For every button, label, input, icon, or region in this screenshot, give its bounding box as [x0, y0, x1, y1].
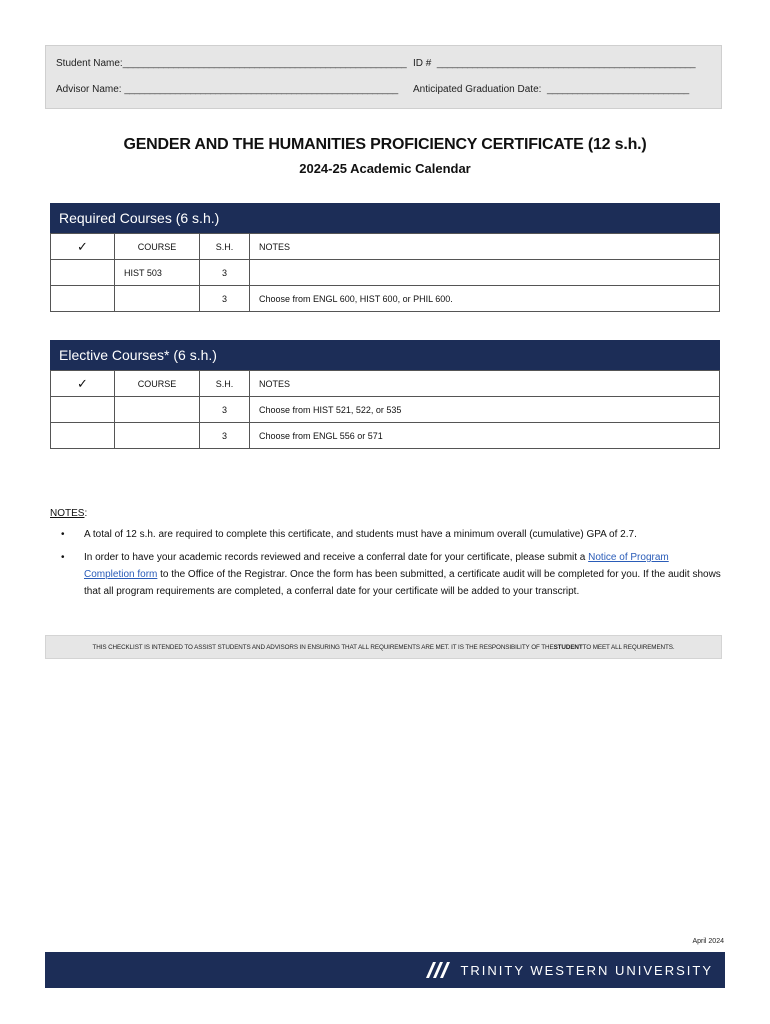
check-column-header	[51, 371, 115, 397]
revision-date: April 2024	[692, 938, 724, 945]
table-row	[51, 423, 720, 449]
check-cell[interactable]	[51, 423, 115, 449]
table-header-row	[51, 371, 720, 397]
student-name-field[interactable]	[56, 58, 413, 69]
disclaimer-text-pre: THIS CHECKLIST IS INTENDED TO ASSIST STUDENTS AND ADVISORS IN ENSURING THAT ALL REQUIREMENTS ARE MET. IT IS THE RESPONSIBILITY OF THE	[92, 643, 554, 651]
table-row	[51, 260, 720, 286]
note-text-post: to the Office of the Registrar. Once the form has been submitted, a certificate audit will be completed for you. If the audit shows that all program requirements are completed, a conferral date for your certificate will be added to your transcript.	[84, 569, 721, 597]
notes-heading	[50, 505, 722, 522]
course-cell[interactable]: HIST 503	[115, 260, 200, 286]
course-cell[interactable]	[115, 286, 200, 312]
list-item	[50, 526, 722, 543]
note-text: A total of 12 s.h. are required to complete this certificate, and students must have a minimum overall (cumulative) GPA of 2.7.	[84, 529, 637, 540]
id-label: ID #	[413, 58, 432, 69]
id-line: ___________________________________________________	[436, 58, 696, 69]
table-header-row	[51, 234, 720, 260]
grad-date-field[interactable]	[413, 84, 711, 95]
elective-courses-table	[50, 340, 720, 449]
advisor-name-line: ______________________________________________________	[124, 84, 398, 95]
notes-cell: Choose from ENGL 556 or 571	[250, 423, 720, 449]
list-item	[50, 549, 722, 600]
program-completion-form-link[interactable]: Notice of Program Completion form	[84, 552, 669, 580]
sh-cell: 3	[200, 423, 250, 449]
bullet-icon: •	[61, 552, 65, 563]
notes-column-header: NOTES	[250, 371, 720, 397]
notes-cell: Choose from HIST 521, 522, or 535	[250, 397, 720, 423]
sh-column-header: S.H.	[200, 234, 250, 260]
student-name-line: ________________________________________________________	[122, 58, 407, 69]
required-courses-grid	[50, 233, 720, 312]
sh-cell: 3	[200, 397, 250, 423]
bullet-icon: •	[61, 529, 65, 540]
required-courses-table	[50, 203, 720, 312]
notes-label: NOTES	[50, 508, 85, 519]
advisor-name-label: Advisor Name:	[56, 84, 122, 95]
info-row-student	[56, 58, 711, 69]
notes-cell: Choose from ENGL 600, HIST 600, or PHIL 600.	[250, 286, 720, 312]
student-name-label: Student Name:	[56, 58, 123, 69]
checkmark-icon: ✓	[77, 375, 88, 391]
note-text-pre: In order to have your academic records reviewed and receive a conferral date for your certificate, please submit a	[84, 552, 589, 563]
notes-cell	[250, 260, 720, 286]
course-cell[interactable]	[115, 423, 200, 449]
elective-courses-grid	[50, 370, 720, 449]
page-title: GENDER AND THE HUMANITIES PROFICIENCY CERTIFICATE (12 s.h.)	[123, 136, 647, 153]
id-field[interactable]	[413, 58, 711, 69]
course-column-header: COURSE	[115, 234, 200, 260]
course-cell[interactable]	[115, 397, 200, 423]
required-courses-heading: Required Courses (6 s.h.)	[50, 203, 720, 233]
page-subtitle: 2024-25 Academic Calendar	[299, 161, 471, 176]
checkmark-icon: ✓	[77, 238, 88, 254]
disclaimer-text-bold: STUDENT	[553, 643, 583, 651]
footer-banner	[45, 952, 725, 988]
university-name: TRINITY WESTERN UNIVERSITY	[460, 962, 713, 978]
twu-feather-logo-icon	[424, 960, 452, 980]
check-cell[interactable]	[51, 397, 115, 423]
disclaimer-banner	[45, 635, 722, 659]
advisor-name-field[interactable]	[56, 84, 413, 95]
notes-colon: :	[84, 508, 88, 519]
notes-column-header: NOTES	[250, 234, 720, 260]
university-logo	[424, 960, 713, 980]
grad-date-line: ____________________________	[546, 84, 689, 95]
elective-courses-heading: Elective Courses* (6 s.h.)	[50, 340, 720, 370]
notes-section	[50, 505, 722, 606]
student-info-box	[45, 45, 722, 109]
sh-cell: 3	[200, 286, 250, 312]
info-row-advisor	[56, 84, 711, 95]
course-column-header: COURSE	[115, 371, 200, 397]
disclaimer-text-post: TO MEET ALL REQUIREMENTS.	[582, 643, 675, 651]
table-row	[51, 397, 720, 423]
sh-cell: 3	[200, 260, 250, 286]
check-cell[interactable]	[51, 286, 115, 312]
sh-column-header: S.H.	[200, 371, 250, 397]
notes-list	[50, 526, 722, 600]
grad-date-label: Anticipated Graduation Date:	[413, 84, 542, 95]
check-cell[interactable]	[51, 260, 115, 286]
check-column-header	[51, 234, 115, 260]
table-row	[51, 286, 720, 312]
